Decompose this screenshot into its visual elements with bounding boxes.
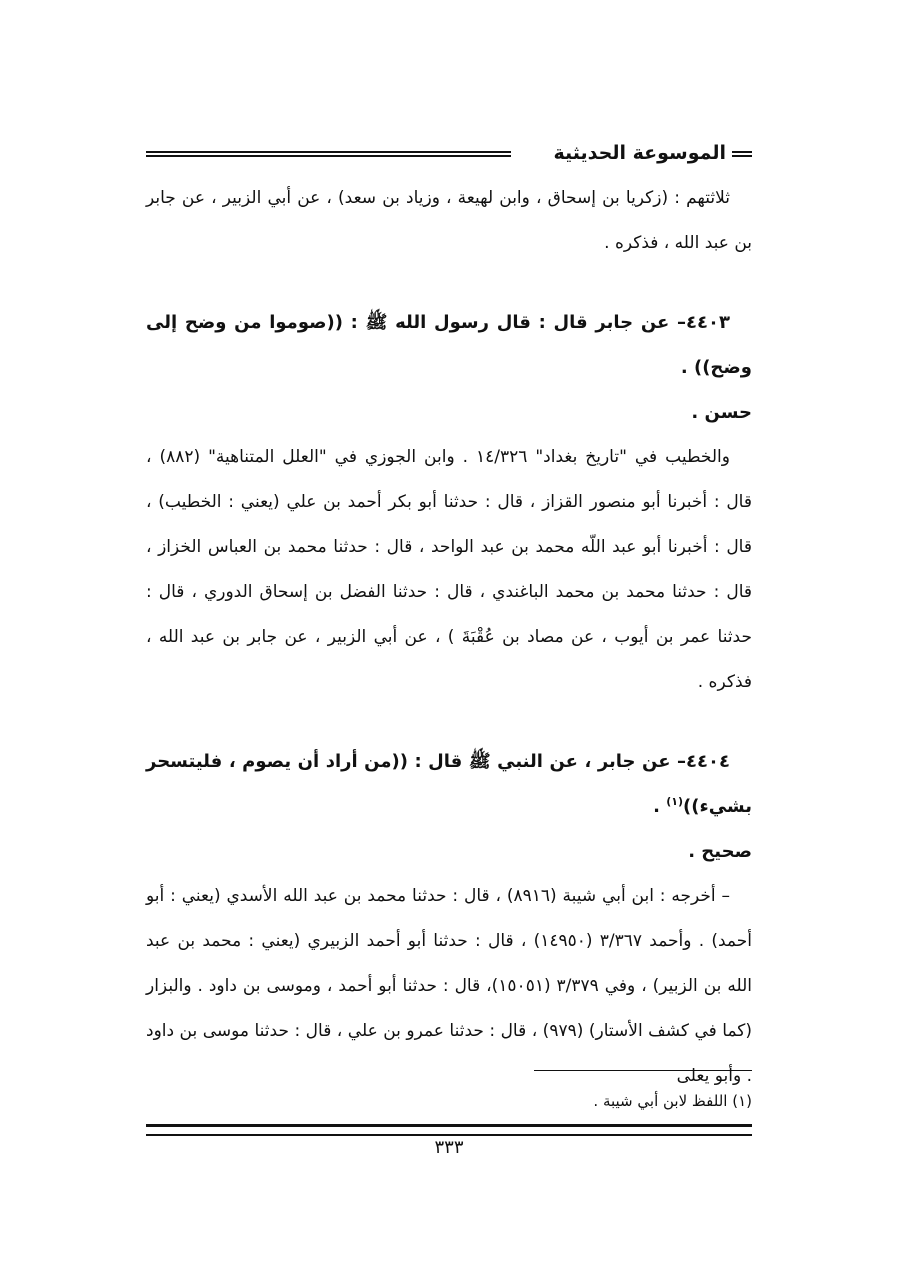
header-rule-left bbox=[146, 151, 511, 157]
grade-4404: صحيح . bbox=[688, 841, 752, 862]
takhrij-paragraph-4404: – أخرجه : ابن أبي شيبة (٨٩١٦) ، قال : حدثنا محمد بن عبد الله الأسدي (يعني : أبو أحمد) . وأحمد ٣/٣٦٧ (١٤٩٥٠) ، قال : حدثنا أبو أحمد الزبيري (يعني : محمد بن عبد الله بن الزبير) ، وفي ٣/٣٧٩ (١٥٠٥١)، قال : حدثنا أبو أحمد ، وموسى بن داود . والبزار (كما في كشف الأستار) (٩٧٩) ، قال : حدثنا عمرو بن علي ، قال : حدثنا موسى بن داود . وأبو يعلى bbox=[146, 886, 753, 1086]
main-text bbox=[146, 176, 752, 1099]
hadith-4404-text: ٤٤٠٤– عن جابر ، عن النبي ﷺ قال : ((من أراد أن يصوم ، فليتسحر بشيء)) bbox=[146, 751, 752, 817]
footnote-separator bbox=[534, 1070, 752, 1071]
grade-4403: حسن . bbox=[691, 402, 752, 423]
footer-rule bbox=[146, 1124, 752, 1136]
page-number: ٣٣٣ bbox=[434, 1137, 464, 1158]
hadith-4404-end: . bbox=[653, 796, 667, 817]
hadith-4403: ٤٤٠٣– عن جابر قال : قال رسول الله ﷺ : ((صوموا من وضح إلى وضح)) . bbox=[146, 312, 752, 378]
takhrij-paragraph-4403: والخطيب في "تاريخ بغداد" ١٤/٣٢٦ . وابن الجوزي في "العلل المتناهية" (٨٨٢) ، قال : أخبرنا أبو منصور القزاز ، قال : حدثنا أبو بكر أحمد بن علي (يعني : الخطيب) ، قال : أخبرنا أبو عبد اللّه محمد بن عبد الواحد ، قال : حدثنا محمد بن العباس الخزاز ، قال : حدثنا محمد بن محمد الباغندي ، قال : حدثنا الفضل بن إسحاق الدوري ، قال : حدثنا عمر بن أيوب ، عن مصاد بن عُقْبَةَ ) ، عن أبي الزبير ، عن جابر بن عبد الله ، فذكره . bbox=[146, 447, 752, 692]
document-page bbox=[146, 0, 752, 1273]
page-header bbox=[146, 140, 752, 170]
header-rule-right bbox=[732, 151, 752, 157]
paragraph-continuation: ثلاثتهم : (زكريا بن إسحاق ، وابن لهيعة ، وزياد بن سعد) ، عن أبي الزبير ، عن جابر بن عبد الله ، فذكره . bbox=[146, 188, 752, 253]
footnote: (١) اللفظ لابن أبي شيبة . bbox=[593, 1092, 752, 1110]
hadith-4404 bbox=[146, 739, 752, 829]
running-title: الموسوعة الحديثية bbox=[553, 142, 726, 164]
footnote-marker: (١) bbox=[666, 795, 684, 808]
